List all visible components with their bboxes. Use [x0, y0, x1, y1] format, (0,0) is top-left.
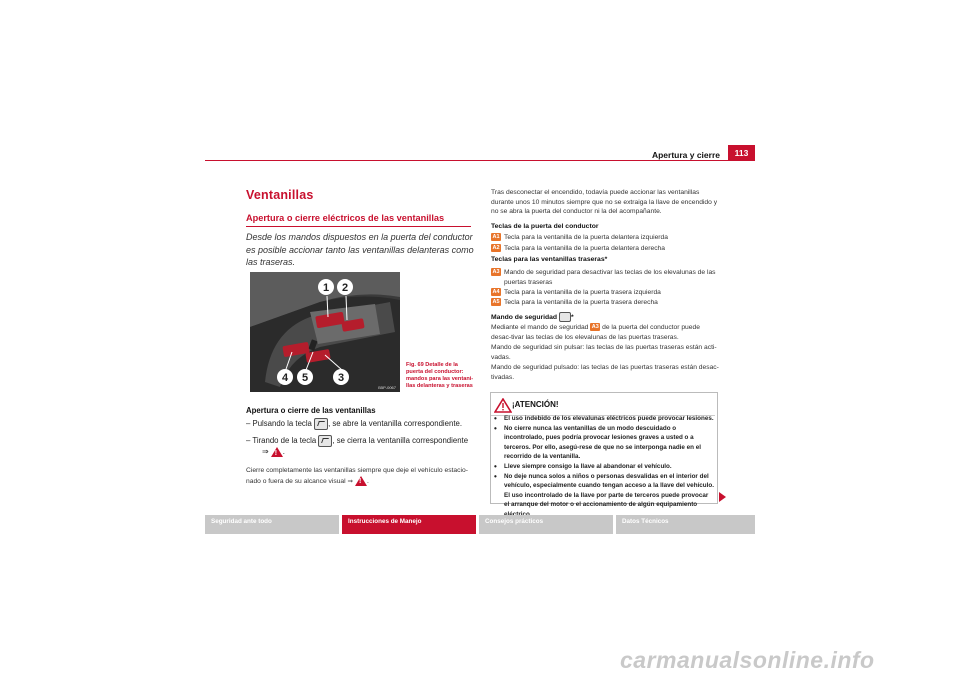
procedure-heading: Apertura o cierre de las ventanillas: [246, 406, 376, 415]
subsection-title: Apertura o cierre eléctricos de las ventanillas: [246, 213, 445, 223]
continue-arrow-icon: [719, 492, 726, 502]
step-close-text-b: , se cierra la ventanilla correspondiente: [332, 436, 469, 446]
tab-instrucciones[interactable]: Instrucciones de Manejo: [342, 515, 476, 534]
figure-caption: Fig. 69 Detalle de la puerta del conductor: mandos para las ventani-llas delanteras y traseras: [406, 362, 474, 389]
callout-3: [333, 369, 349, 385]
reference-arrow: ⇒: [262, 447, 269, 456]
ignition-note: Tras desconectar el encendido, todavía puede accionar las ventanillas durante unos 10 minutos siempre que no se extraiga la llave de encendido y no se abra la puerta del conductor ni la del acompañante.: [491, 189, 718, 215]
step-close-ref: [262, 446, 285, 457]
warning-item: • Lleve siempre consigo la llave al abandonar el vehículo.: [494, 462, 714, 472]
tab-datos[interactable]: Datos Técnicos: [616, 515, 755, 534]
callout-badge: A3: [591, 324, 599, 331]
warning-item: • No cierre nunca las ventanillas de un modo descuidado o incontrolado, pues podría provocar lesiones graves a usted o a terceros. Por ello, asegú-rese de que no se interponga nadie en el recorrido de la ventanilla.: [494, 424, 714, 462]
callout-badge: A1: [492, 234, 500, 241]
page-number: 113: [728, 145, 755, 161]
child-lock-icon: [559, 312, 571, 322]
figure-code: B5P-0067: [378, 385, 396, 390]
running-header-title: Apertura y cierre: [651, 150, 720, 160]
parking-note-text: Cierre completamente las ventanillas siempre que deje el vehículo estacio-nado o fuera de su alcance visual ⇒: [246, 467, 468, 485]
driver-keys-heading: Teclas de la puerta del conductor: [491, 223, 599, 230]
warning-list: [494, 414, 714, 520]
svg-text:4: 4: [281, 372, 289, 384]
safety-unpressed-paragraph: Mando de seguridad sin pulsar: las teclas de las puertas traseras están acti-vadas.: [491, 344, 717, 361]
safety-switch-heading-text: Mando de seguridad: [491, 313, 558, 321]
section-intro: Desde los mandos dispuestos en la puerta del conductor es posible accionar tanto las ventanillas delanteras como las traseras.: [246, 232, 474, 267]
callout-badge: A5: [492, 299, 500, 306]
step-close-text-a: – Tirando de la tecla: [246, 436, 317, 446]
safety-switch-paragraph: [491, 323, 719, 342]
list-item: [491, 268, 719, 287]
callout-2: [337, 279, 353, 295]
subsection-rule: [246, 226, 471, 227]
list-item: [491, 288, 719, 298]
optional-star: *: [570, 313, 574, 321]
list-item: [491, 244, 719, 254]
parking-note-end: .: [366, 477, 369, 485]
callout-5: [297, 369, 313, 385]
list-item: [491, 298, 719, 308]
callout-1: [318, 279, 334, 295]
warning-title: ¡ATENCIÓN!: [512, 400, 559, 409]
callout-4: [277, 369, 293, 385]
warning-item: • El uso indebido de los elevalunas eléctricos puede provocar lesiones.: [494, 414, 714, 424]
safety-pressed-paragraph: Mando de seguridad pulsado: las teclas de las puertas traseras están desac-tivadas.: [491, 364, 719, 381]
step-open: [246, 418, 474, 430]
callout-badge: A4: [492, 289, 500, 296]
list-item-text: Mando de seguridad para desactivar las teclas de los elevalunas de las puertas traseras: [504, 269, 716, 286]
warning-item: • No deje nunca solos a niños o personas desvalidas en el interior del vehículo, especialmente cuando tengan acceso a la llave del vehículo. El uso incontrolado de la llave por parte de terceros puede provocar el arranque del motor o el accionamiento de algún equipamiento: [494, 472, 714, 520]
step-close-end: .: [282, 447, 285, 456]
safety-paragraph-text-a: Mediante el mando de seguridad: [491, 324, 589, 331]
step-open-text-a: – Pulsando la tecla: [246, 419, 312, 429]
window-key-icon: [314, 418, 328, 430]
svg-text:5: 5: [301, 372, 309, 384]
svg-text:3: 3: [337, 372, 345, 384]
door-controls-figure: [250, 272, 400, 392]
safety-paragraph-text-b: de la puerta del conductor puede desac-tivar las teclas de los elevalunas de las puertas traseras.: [491, 324, 700, 341]
list-item: [491, 233, 719, 243]
svg-text:1: 1: [322, 282, 330, 294]
svg-text:2: 2: [341, 282, 349, 294]
callout-badge: A2: [492, 245, 500, 252]
list-item-text: Tecla para la ventanilla de la puerta trasera derecha: [504, 299, 658, 306]
warning-icon: [355, 476, 367, 486]
section-title: Ventanillas: [246, 188, 314, 202]
parking-note: [246, 466, 474, 487]
callout-badge: A3: [492, 269, 500, 276]
list-item-text: Tecla para la ventanilla de la puerta trasera izquierda: [504, 289, 661, 296]
watermark: carmanualsonline.info: [620, 647, 875, 673]
safety-switch-heading: [491, 312, 574, 322]
window-key-icon: [318, 435, 332, 447]
list-item-text: Tecla para la ventanilla de la puerta delantera izquierda: [504, 234, 668, 241]
header-rule: [205, 160, 755, 161]
warning-triangle-icon: [494, 398, 512, 413]
warning-icon: [271, 447, 283, 457]
tab-seguridad[interactable]: Seguridad ante todo: [205, 515, 339, 534]
step-open-text-b: , se abre la ventanilla correspondiente.: [328, 419, 462, 429]
tab-consejos[interactable]: Consejos prácticos: [479, 515, 613, 534]
rear-keys-heading: Teclas para las ventanillas traseras*: [491, 256, 608, 263]
list-item-text: Tecla para la ventanilla de la puerta delantera derecha: [504, 245, 665, 252]
